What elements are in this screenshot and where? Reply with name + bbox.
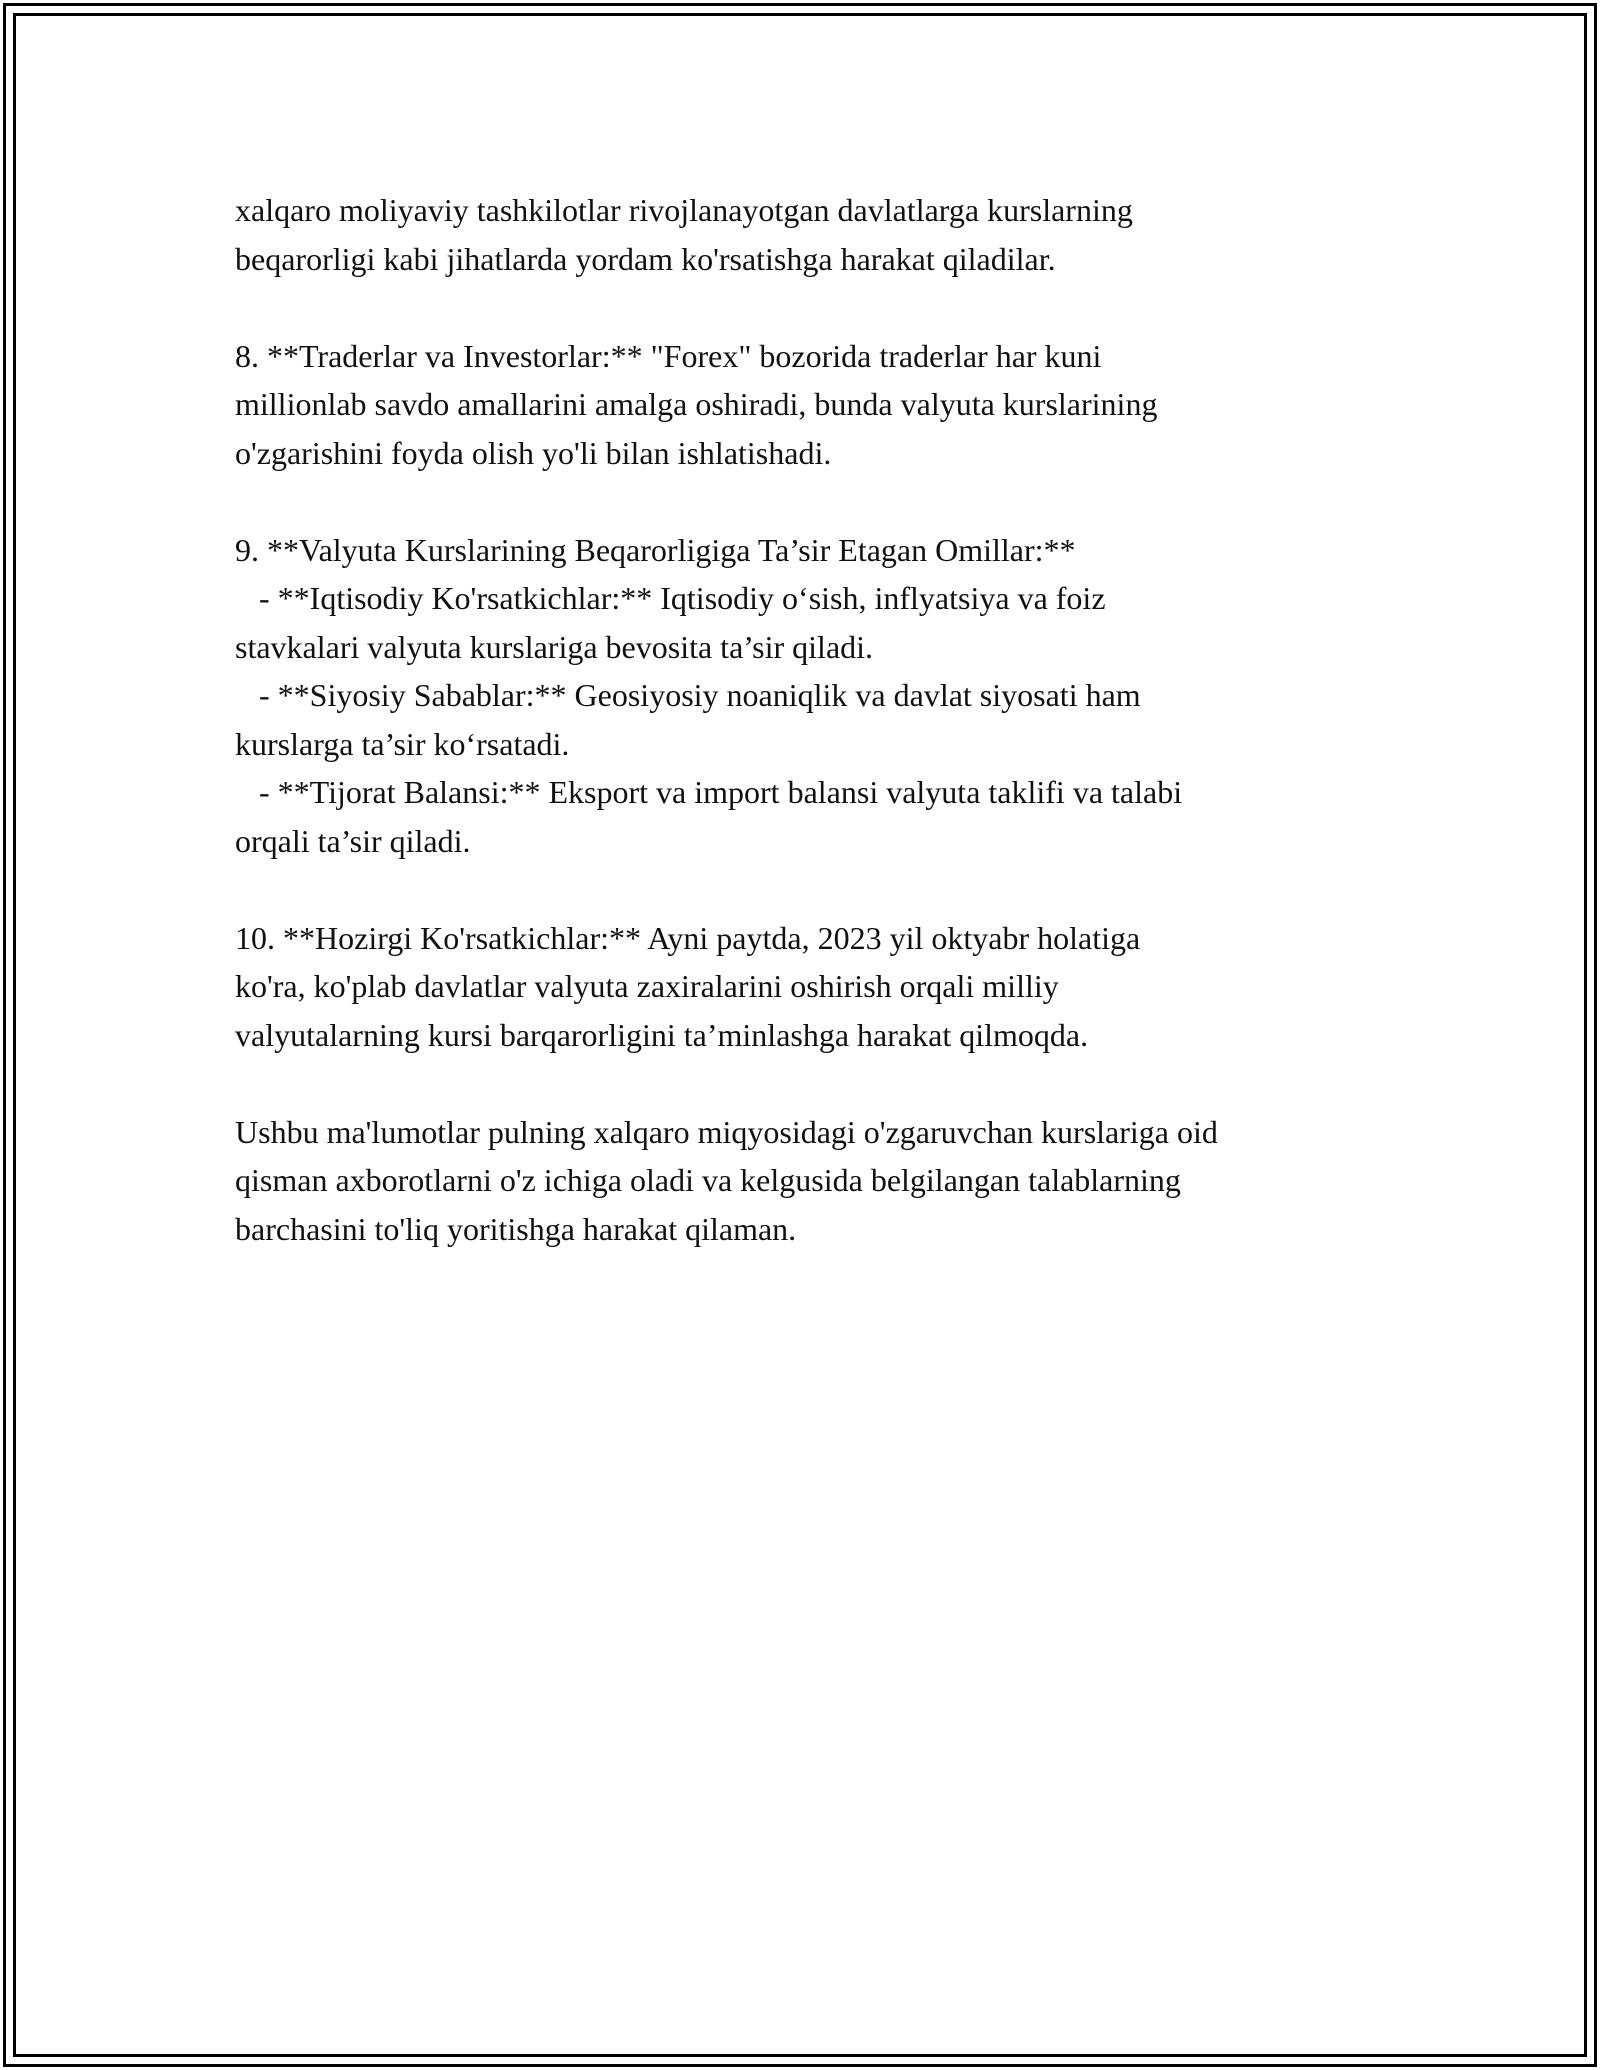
text-line: barchasini to'liq yoritishga harakat qilaman. <box>235 1210 797 1247</box>
text-line: o'zgarishini foyda olish yo'li bilan ishlatishadi. <box>235 434 832 471</box>
text-line: 9. **Valyuta Kurslarining Beqarorligiga Ta’sir Etagan Omillar:** <box>235 531 1076 568</box>
text-line: orqali ta’sir qiladi. <box>235 822 471 859</box>
text-line: qisman axborotlarni o'z ichiga oladi va kelgusida belgilangan talablarning <box>235 1162 1181 1198</box>
paragraph-spacer <box>235 865 1415 914</box>
text-line: ko'ra, ko'plab davlatlar valyuta zaxiralarini oshirish orqali milliy <box>235 968 1059 1004</box>
intro-paragraph <box>235 186 1415 283</box>
text-line: xalqaro moliyaviy tashkilotlar rivojlanayotgan davlatlarga kurslarning <box>235 192 1133 228</box>
text-line: millionlab savdo amallarini amalga oshiradi, bunda valyuta kurslarining <box>235 386 1158 422</box>
text-line: - **Siyosiy Sabablar:** Geosiyosiy noaniqlik va davlat siyosati ham <box>235 677 1141 713</box>
section-10-current-indicators <box>235 914 1415 1060</box>
text-line: Ushbu ma'lumotlar pulning xalqaro miqyosidagi o'zgaruvchan kurslariga oid <box>235 1113 1218 1150</box>
text-line: 8. **Traderlar va Investorlar:** "Forex" bozorida traderlar har kuni <box>235 337 1102 374</box>
paragraph-spacer <box>235 1059 1415 1108</box>
closing-paragraph <box>235 1108 1415 1254</box>
paragraph-spacer <box>235 477 1415 526</box>
text-line: beqarorligi kabi jihatlarda yordam ko'rsatishga harakat qiladilar. <box>235 240 1056 277</box>
section-9-volatility-factors <box>235 526 1415 866</box>
text-line: - **Tijorat Balansi:** Eksport va import balansi valyuta taklifi va talabi <box>235 774 1183 810</box>
section-8-traders-investors <box>235 332 1415 478</box>
text-line: kurslarga ta’sir ko‘rsatadi. <box>235 725 570 762</box>
document-body <box>235 186 1415 1253</box>
text-line: stavkalari valyuta kurslariga bevosita ta’sir qiladi. <box>235 628 874 665</box>
text-line: 10. **Hozirgi Ko'rsatkichlar:** Ayni paytda, 2023 yil oktyabr holatiga <box>235 919 1141 956</box>
paragraph-spacer <box>235 283 1415 332</box>
text-line: valyutalarning kursi barqarorligini ta’minlashga harakat qilmoqda. <box>235 1016 1089 1053</box>
text-line: - **Iqtisodiy Ko'rsatkichlar:** Iqtisodiy o‘sish, inflyatsiya va foiz <box>235 580 1106 616</box>
